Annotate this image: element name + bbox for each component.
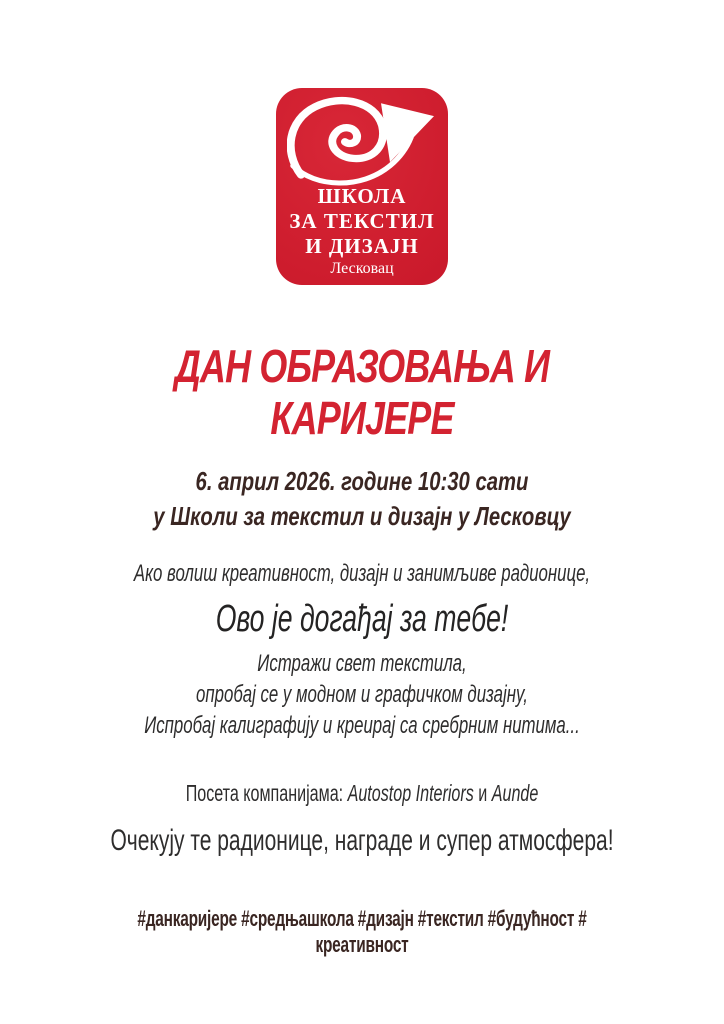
expectation-line: Очекују те радионице, награде и супер атмосфера! — [110, 824, 614, 857]
school-logo — [276, 88, 448, 285]
activity-line: опробај се у модном и графичком дизајну, — [196, 681, 528, 708]
spiral-textile-roll-icon — [287, 94, 437, 186]
companies-line — [109, 779, 616, 807]
school-name-line: ЗА ТЕКСТИЛ — [289, 209, 435, 233]
companies-conjunction: и — [473, 780, 492, 806]
event-datetime — [0, 464, 724, 534]
company-name-aunde: Aunde — [491, 780, 539, 806]
school-city: Лесковац — [330, 260, 394, 277]
school-name — [276, 184, 448, 259]
school-name-line: И ДИЗАЈН — [305, 234, 419, 258]
company-name-autostop: Autostop Interiors — [347, 780, 474, 806]
intro-line: Ако волиш креативност, дизајн и занимљиве радионице, — [133, 560, 591, 587]
companies-prefix: Посета компанијама: — [185, 780, 348, 806]
activities-list — [0, 648, 724, 741]
event-title: ДАН ОБРАЗОВАЊА И КАРИЈЕРЕ — [174, 340, 550, 444]
activity-line: Истражи свет текстила, — [257, 650, 467, 677]
event-date-line: 6. април 2026. године 10:30 сати — [195, 466, 529, 496]
hashtags-line: #данкаријере #средњашкола #дизајн #текстил #будућност # креативност — [137, 906, 587, 957]
tagline: Ово је догађај за тебе! — [215, 598, 509, 640]
activity-line: Испробај калиграфију и креирај са сребрним нитима... — [144, 712, 580, 739]
school-name-line: ШКОЛА — [317, 184, 407, 208]
event-place-line: у Школи за текстил и дизајн у Лесковцу — [153, 501, 571, 531]
